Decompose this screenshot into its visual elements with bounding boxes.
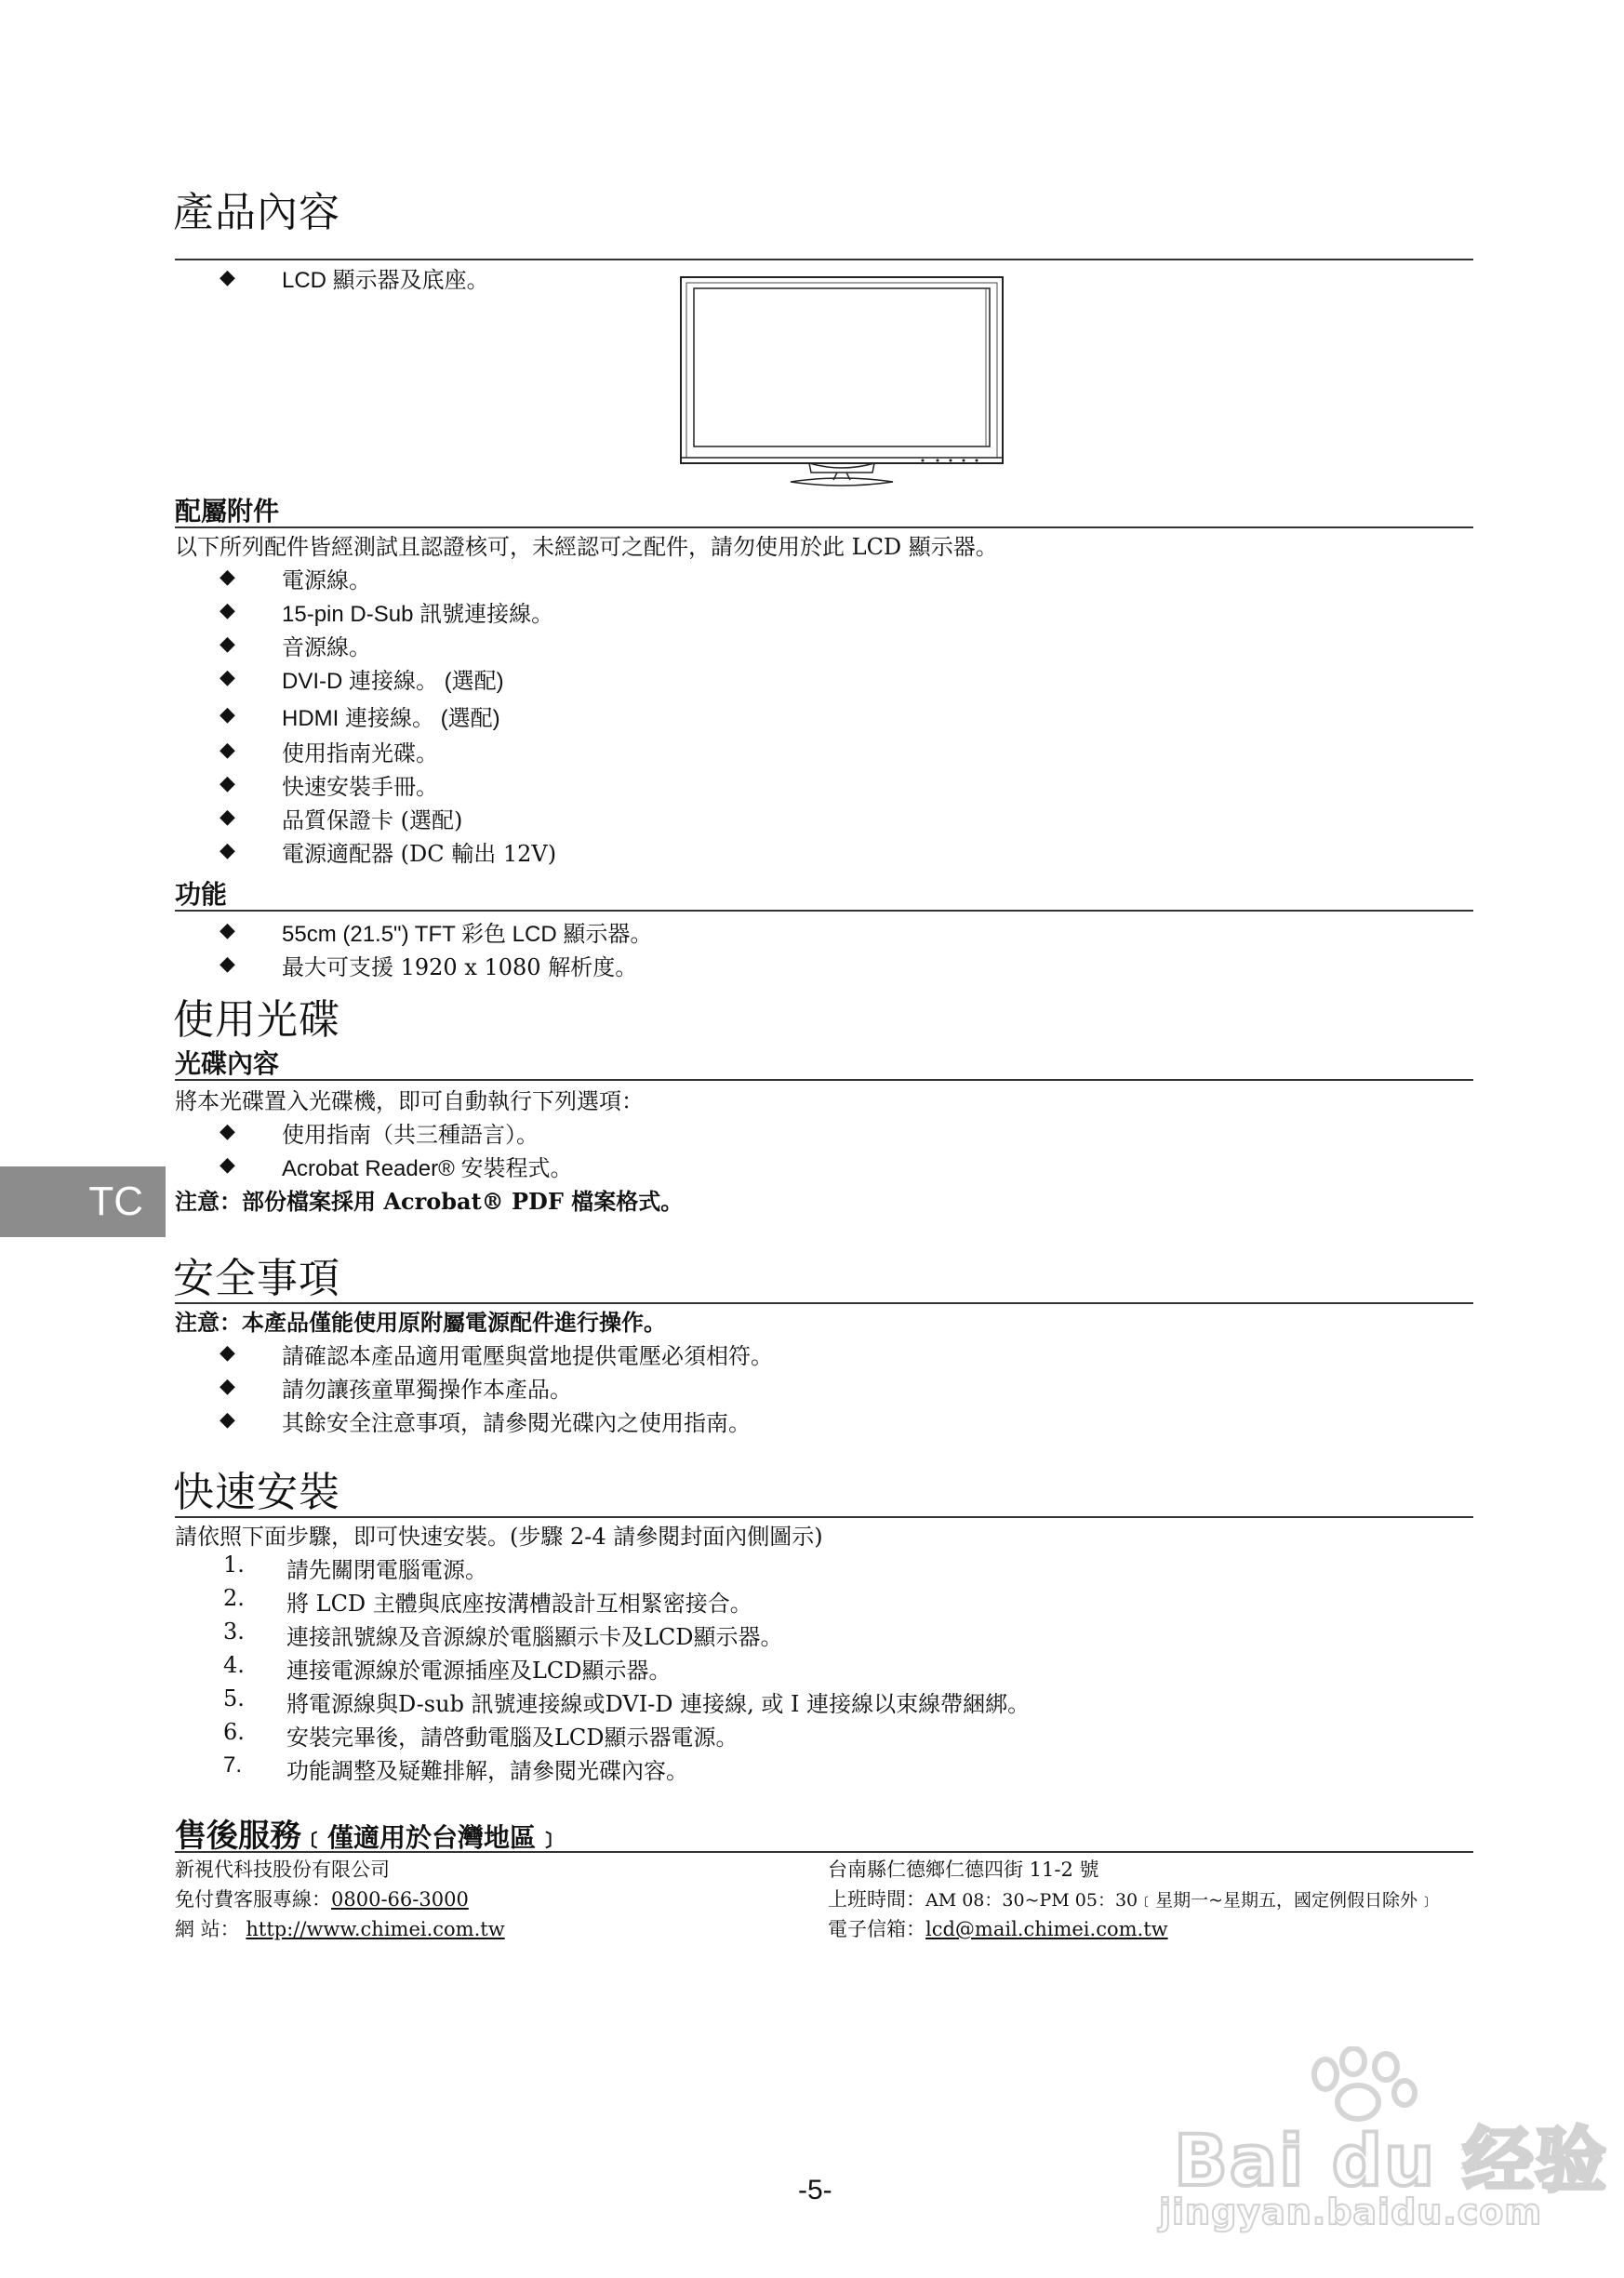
section-title-safety: 安全事項 [173,1255,340,1302]
section-title-cd: 使用光碟 [173,996,340,1044]
hotline-label: 免付費客服專線： [175,1888,331,1911]
step-number: 5. [223,1685,245,1712]
product-item: LCD 顯示器及底座。 [282,268,489,293]
hotline-number[interactable]: 0800-66-3000 [331,1888,469,1911]
feature-item: 最大可支援 1920 x 1080 解析度。 [282,954,638,980]
service-address: 台南縣仁德鄉仁德四街 11-2 號 [828,1858,1099,1881]
step-number: 1. [223,1552,245,1578]
diamond-bullet-icon: ◆ [220,599,235,622]
diamond-bullet-icon: ◆ [220,919,235,942]
accessories-intro: 以下所列配件皆經測試且認證核可，未經認可之配件，請勿使用於此 LCD 顯示器。 [175,534,998,560]
step-number: 6. [223,1719,245,1745]
diamond-bullet-icon: ◆ [220,703,235,726]
step-text: 連接電源線於電源插座及LCD顯示器。 [286,1658,672,1684]
service-hours-row [828,1885,1435,1912]
accessory-item: 15-pin D-Sub 訊號連接線。 [282,602,554,627]
safety-item: 請勿讓孩童單獨操作本產品。 [282,1377,572,1403]
hours-label: 上班時間： [828,1888,925,1911]
step-number: 7. [223,1752,243,1778]
step-number: 3. [223,1619,245,1645]
safety-item: 其餘安全注意事項，請參閱光碟內之使用指南。 [282,1410,751,1436]
email-label: 電子信箱： [828,1918,925,1940]
hours-value: AM 08：30~PM 05：30﹝星期一~星期五，國定例假日除外﹞ [925,1890,1436,1911]
lcd-monitor-illustration [679,275,1005,499]
diamond-bullet-icon: ◆ [220,1153,235,1177]
section-title-features: 功能 [175,879,228,910]
section-title-service: 售後服務 [175,1818,301,1855]
cd-item: Acrobat Reader® 安裝程式。 [282,1156,573,1181]
step-text: 將電源線與D-sub 訊號連接線或DVI-D 連接線, 或 I 連接線以束線帶綑綁。 [286,1691,1031,1717]
accessory-item: 品質保證卡 (選配) [282,807,463,833]
service-region-note: ﹝僅適用於台灣地區﹞ [301,1822,563,1853]
diamond-bullet-icon: ◆ [220,1341,235,1365]
diamond-bullet-icon: ◆ [220,266,235,289]
watermark-brand: Bai du 经验 [1174,2119,1608,2202]
accessory-item: 電源適配器 (DC 輸出 12V) [282,841,557,867]
step-number: 4. [223,1652,245,1678]
step-text: 功能調整及疑難排解，請參閱光碟內容。 [286,1758,688,1784]
section-rule [175,1079,1473,1081]
diamond-bullet-icon: ◆ [220,666,235,689]
section-rule [175,1851,1473,1853]
step-text: 安裝完畢後，請啓動電腦及LCD顯示器電源。 [286,1725,739,1751]
step-number: 2. [223,1585,245,1611]
diamond-bullet-icon: ◆ [220,1120,235,1143]
service-email-row [828,1914,1168,1942]
section-title-service-wrap [175,1810,562,1856]
step-text: 連接訊號線及音源線於電腦顯示卡及LCD顯示器。 [286,1624,783,1650]
service-hotline-row [175,1885,469,1912]
section-title-accessories: 配屬附件 [175,496,280,526]
cd-item: 使用指南（共三種語言）。 [282,1122,539,1148]
quick-setup-intro: 請依照下面步驟，即可快速安裝。(步驟 2-4 請參閱封面內側圖示) [175,1524,823,1550]
diamond-bullet-icon: ◆ [220,839,235,862]
accessory-item: 音源線。 [282,634,371,660]
diamond-bullet-icon: ◆ [220,1375,235,1398]
watermark-url: jingyan.baidu.com [1159,2191,1542,2232]
step-text: 將 LCD 主體與底座按溝槽設計互相緊密接合。 [286,1591,752,1617]
accessory-item: HDMI 連接線。 (選配) [282,706,500,731]
diamond-bullet-icon: ◆ [220,633,235,656]
feature-item: 55cm (21.5") TFT 彩色 LCD 顯示器。 [282,922,653,947]
site-link[interactable]: http://www.chimei.com.tw [246,1918,505,1940]
accessory-item: DVI-D 連接線。 (選配) [282,669,504,694]
cd-intro: 將本光碟置入光碟機，即可自動執行下列選項： [175,1088,644,1114]
diamond-bullet-icon: ◆ [220,1408,235,1432]
service-site-row [175,1914,505,1942]
page-number: -5- [798,2175,832,2205]
diamond-bullet-icon: ◆ [220,806,235,829]
subsection-title-cd-contents: 光碟內容 [175,1048,280,1079]
accessory-item: 快速安裝手冊。 [282,774,438,800]
cd-note: 注意：部份檔案採用 Acrobat® PDF 檔案格式。 [175,1188,684,1215]
email-link[interactable]: lcd@mail.chimei.com.tw [925,1918,1168,1940]
section-title-product-contents: 產品內容 [173,189,340,236]
site-label: 網 站： [175,1918,246,1940]
section-title-quick-setup: 快速安裝 [173,1469,340,1516]
diamond-bullet-icon: ◆ [220,772,235,795]
accessory-item: 使用指南光碟。 [282,740,438,766]
diamond-bullet-icon: ◆ [220,566,235,589]
safety-item: 請確認本產品適用電壓與當地提供電壓必須相符。 [282,1343,773,1369]
language-tab: TC [0,1166,166,1237]
diamond-bullet-icon: ◆ [220,739,235,762]
section-rule [175,910,1473,912]
diamond-bullet-icon: ◆ [220,952,235,976]
service-company: 新視代科技股份有限公司 [175,1858,390,1881]
safety-note: 注意：本產品僅能使用原附屬電源配件進行操作。 [175,1309,666,1336]
accessory-item: 電源線。 [282,567,371,593]
section-rule [175,259,1473,260]
step-text: 請先關閉電腦電源。 [286,1557,487,1583]
